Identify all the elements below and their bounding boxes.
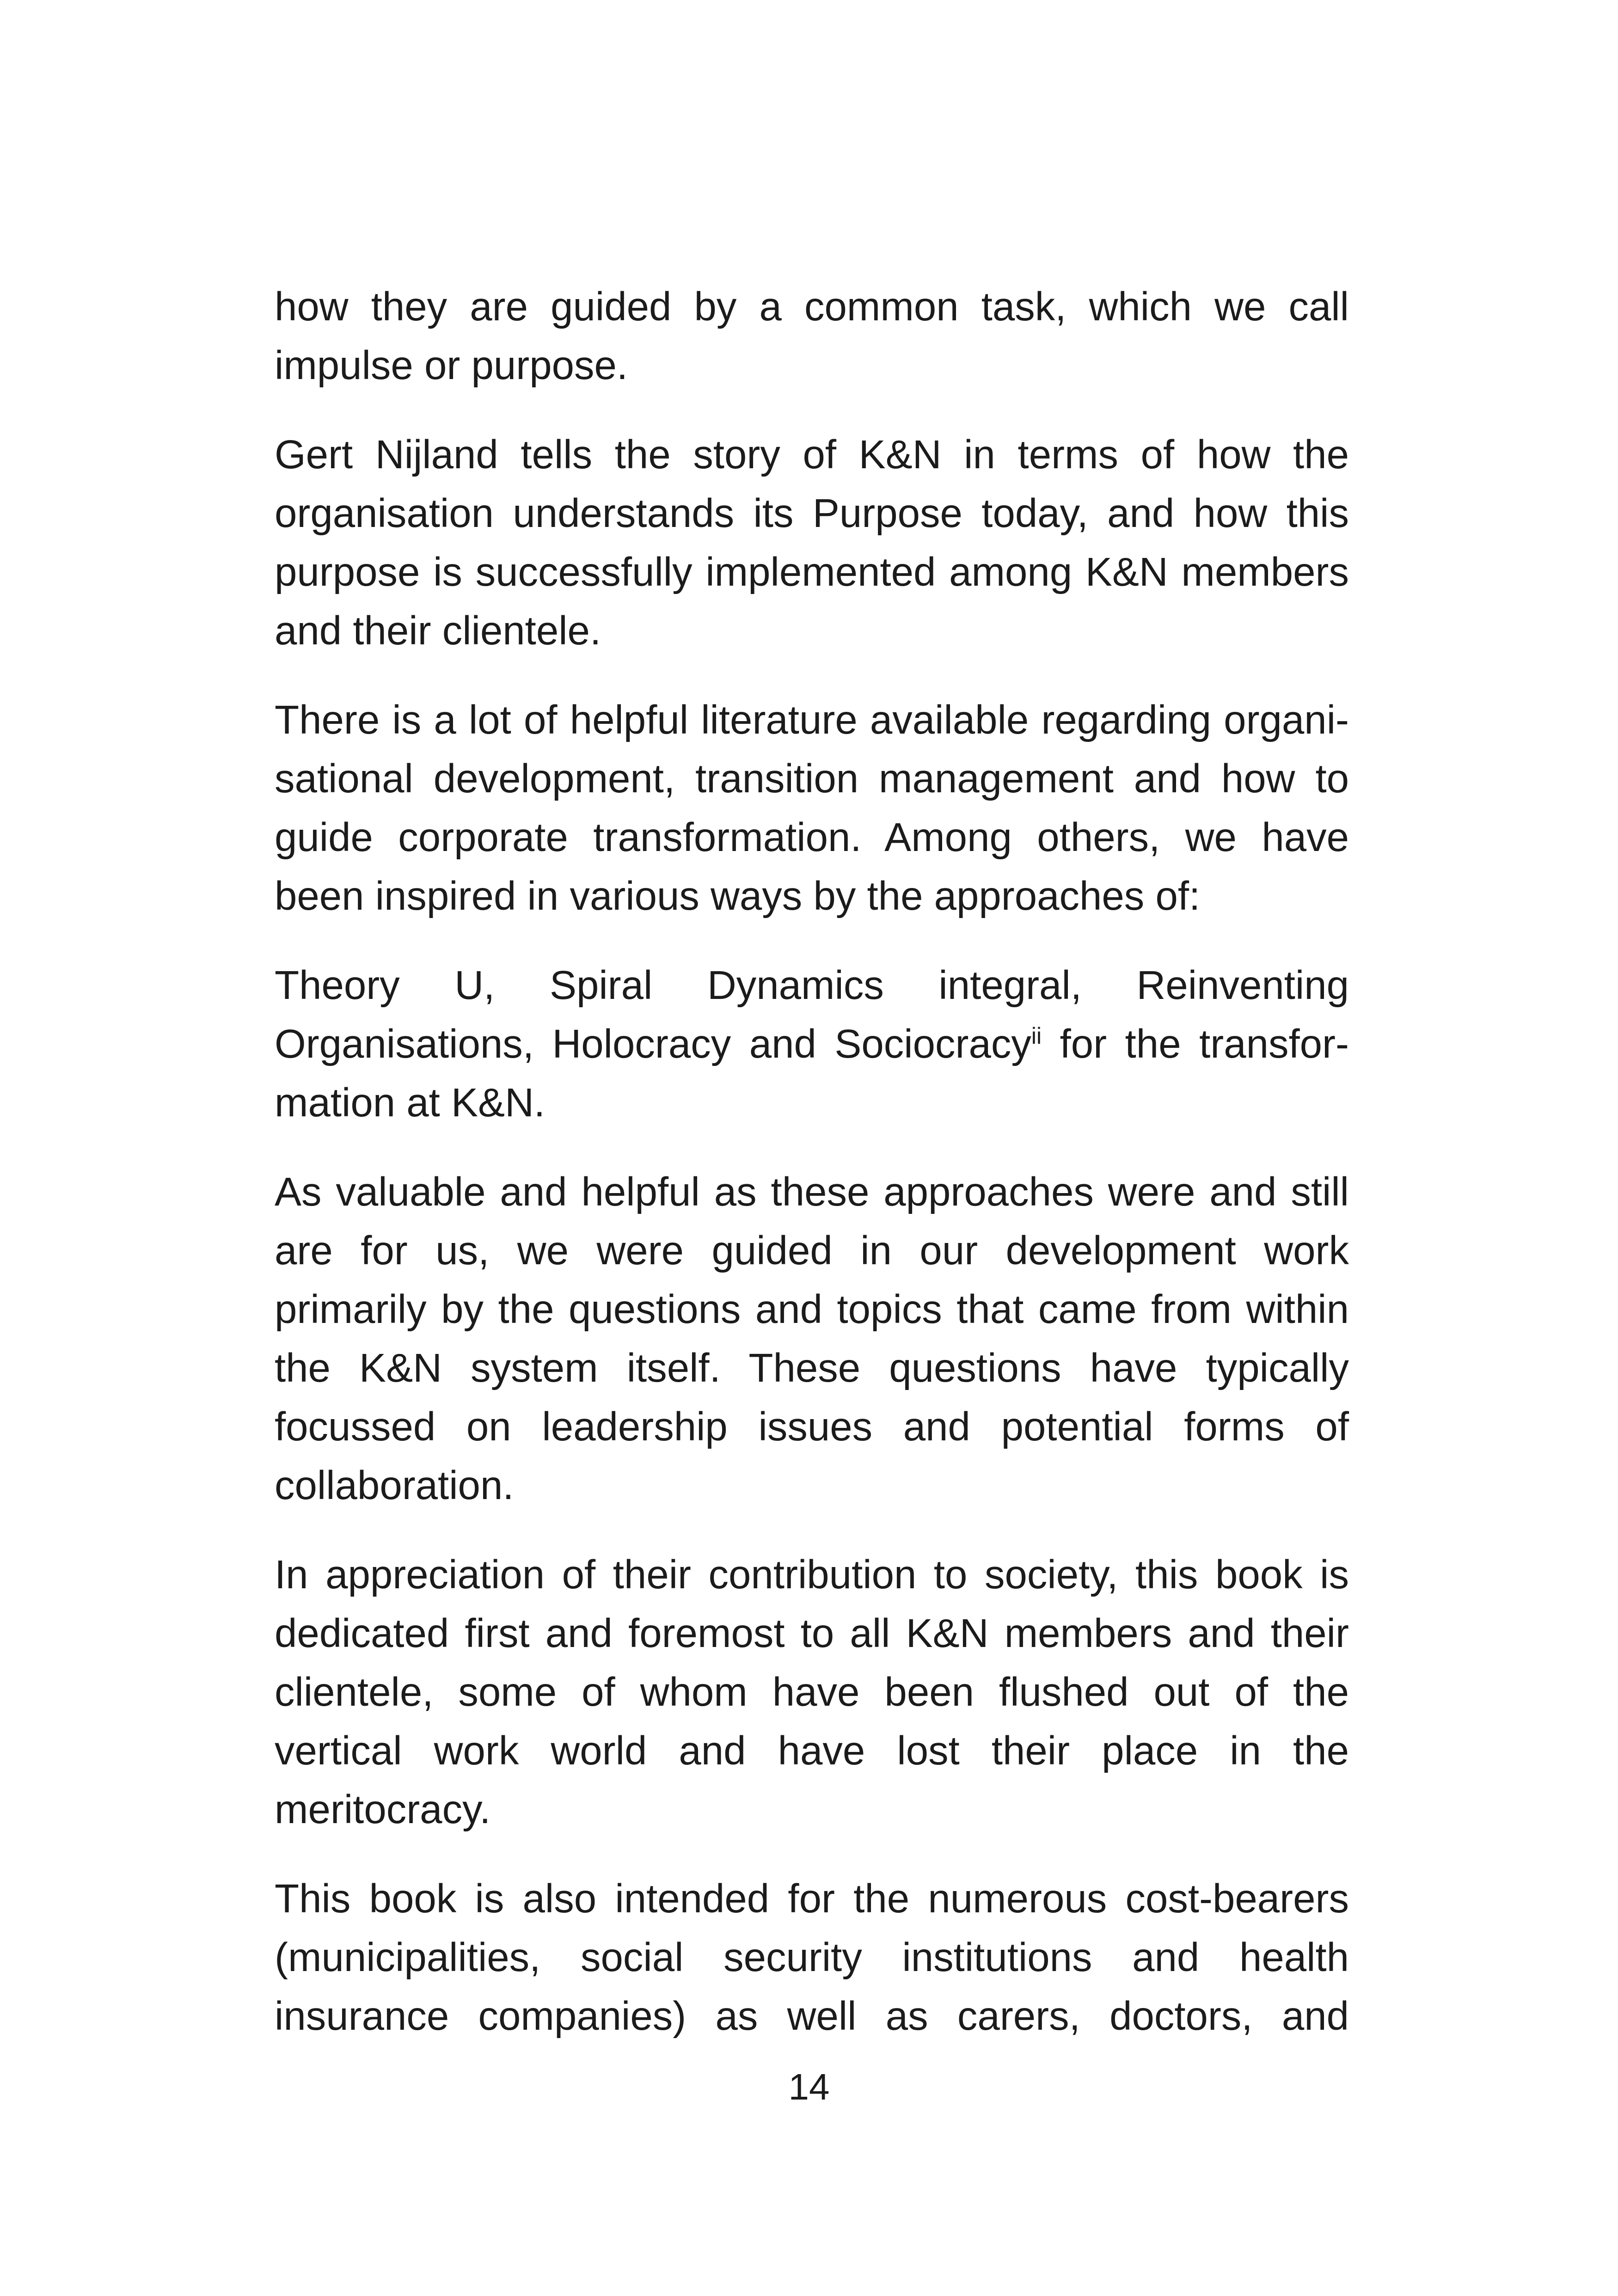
paragraph-4 [275,956,1349,1132]
paragraph-2: Gert Nijland tells the story of K&N in terms of how the organisation understands its Purpose today, and how this purpose is successfully implemented among K&N members and their clientele. [275,432,1349,653]
footnote-marker: ii [1031,1023,1042,1049]
paragraph-4-rest [275,1015,1349,1132]
paragraph-7: This book is also intended for the numerous cost-bearers (municipalities, social security institutions and health insurance companies) as well as carers, doctors, and [275,1876,1349,2039]
paragraph-4-line-1: Theory U, Spiral Dynamics integral, Reinventing [275,963,1349,1008]
paragraph-6: In appreciation of their contribution to society, this book is dedicated first and foremost to all K&N members and their clientele, some of whom have been flushed out of the vertical work world and have lost their place in the meritocracy. [275,1552,1349,1832]
paragraph-3: There is a lot of helpful literature available regarding organi-sational development, transition management and how to guide corporate transformation. Among others, we have been inspired in various ways by the approaches of: [275,698,1349,918]
paragraph-5: As valuable and helpful as these approaches were and still are for us, we were guided in our development work primarily by the questions and topics that came from within the K&N system itself. These questions have typically focussed on leadership issues and potential forms of collaboration. [275,1169,1349,1508]
body-text [275,277,1349,2076]
paragraph-4-text-a: Organisations, Holocracy and Sociocracy [275,1022,1031,1066]
page-number: 14 [788,2066,830,2107]
paragraph-4-text-b: for the transfor-mation at K&N. [275,1022,1349,1125]
paragraph-1: how they are guided by a common task, which we call impulse or purpose. [275,284,1349,388]
